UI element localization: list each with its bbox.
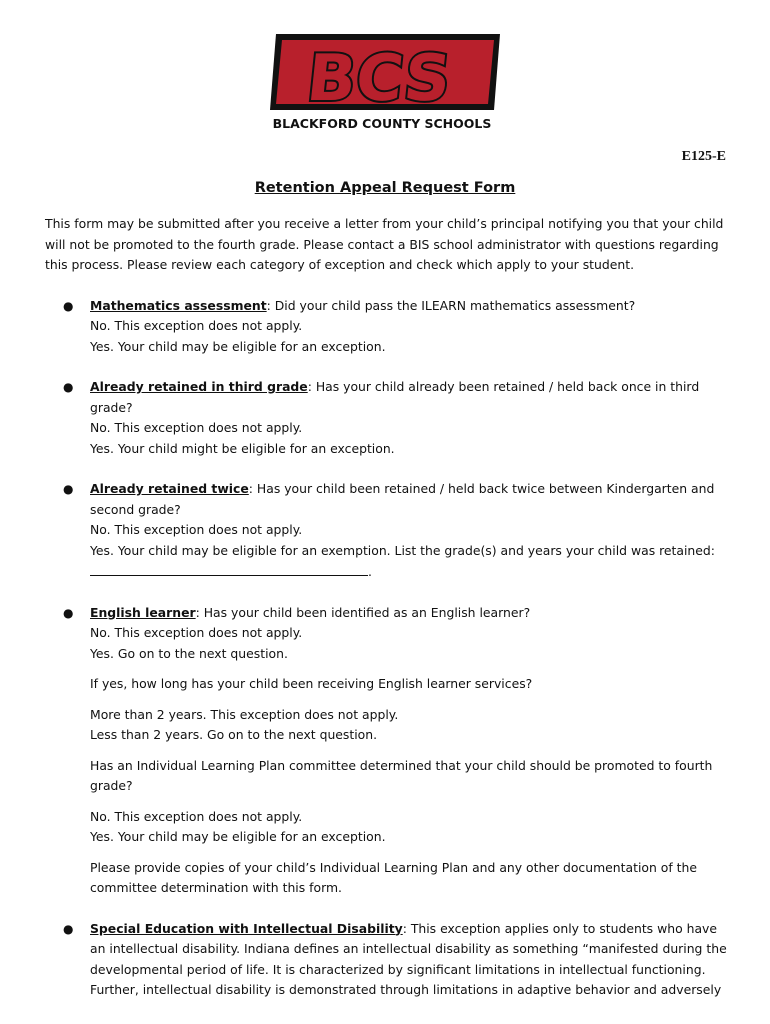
item-label: Already retained twice bbox=[90, 481, 249, 496]
ilp-documentation-note: Please provide copies of your child’s Individual Learning Plan and any other documentation of the committee determination with this form. bbox=[90, 859, 697, 895]
logo-text: BCS bbox=[303, 41, 455, 116]
bullet-icon: ● bbox=[63, 921, 74, 936]
option-yes[interactable]: Yes. Go on to the next question. bbox=[90, 645, 288, 661]
logo-subtitle: BLACKFORD COUNTY SCHOOLS bbox=[272, 116, 492, 131]
option-no[interactable]: No. This exception does not apply. bbox=[90, 808, 303, 824]
bullet-icon: ● bbox=[63, 298, 74, 313]
bullet-icon: ● bbox=[63, 605, 74, 620]
item-question: : Has your child been retained / held back twice between Kindergarten and second grade? bbox=[90, 481, 715, 517]
option-no[interactable]: No. This exception does not apply. bbox=[90, 318, 303, 333]
option-more-than-2-years[interactable]: More than 2 years. This exception does not apply. bbox=[90, 706, 399, 722]
item-question: : Has your child been identified as an English learner? bbox=[195, 604, 531, 620]
el-duration-question: If yes, how long has your child been receiving English learner services? bbox=[90, 676, 533, 691]
option-yes[interactable]: Yes. Your child may be eligible for an exception. bbox=[90, 338, 386, 354]
option-less-than-2-years[interactable]: Less than 2 years. Go on to the next question. bbox=[90, 727, 378, 742]
item-question: : This exception applies only to students who have an intellectual disability. Indiana defines an intellectual disability as something “manifested during the developmental period of life. It is characterized by significant limitations in intellectual functioning. Further, intellectual disability is demonstrated through limitations in adaptive behavior and adversely bbox=[90, 920, 727, 997]
bullet-icon: ● bbox=[63, 380, 74, 394]
option-yes[interactable]: Yes. Your child might be eligible for an exception. bbox=[90, 440, 395, 456]
exception-special-education bbox=[45, 919, 735, 1001]
exception-retained-third-grade bbox=[45, 377, 735, 459]
form-code: E125-E bbox=[681, 149, 726, 164]
grades-years-blank-field[interactable] bbox=[90, 561, 368, 576]
item-label: English learner bbox=[90, 604, 196, 620]
option-yes[interactable]: Yes. Your child may be eligible for an exception. bbox=[90, 829, 386, 844]
bcs-logo bbox=[262, 30, 502, 134]
item-question: : Has your child already been retained / held back once in third grade? bbox=[90, 379, 700, 415]
option-no[interactable]: No. This exception does not apply. bbox=[90, 420, 303, 435]
exception-retained-twice bbox=[45, 479, 735, 583]
ilp-committee-question: Has an Individual Learning Plan committee determined that your child should be promoted to fourth grade? bbox=[90, 757, 713, 793]
item-label: Mathematics assessment bbox=[90, 297, 267, 313]
form-body bbox=[45, 214, 735, 1001]
item-label: Already retained in third grade bbox=[90, 379, 308, 394]
option-no[interactable]: No. This exception does not apply. bbox=[90, 625, 303, 640]
blank-suffix: . bbox=[368, 564, 372, 579]
bullet-icon: ● bbox=[63, 482, 74, 496]
item-question: : Did your child pass the ILEARN mathematics assessment? bbox=[266, 297, 636, 313]
option-no[interactable]: No. This exception does not apply. bbox=[90, 522, 303, 537]
option-yes[interactable]: Yes. Your child may be eligible for an exemption. List the grade(s) and years your child was retained: bbox=[90, 542, 715, 558]
exception-mathematics bbox=[45, 296, 735, 358]
intro-paragraph: This form may be submitted after you receive a letter from your child’s principal notifying you that your child will not be promoted to the fourth grade. Please contact a BIS school administrator with questions regarding this process. Please review each category of exception and check which apply to your student. bbox=[45, 216, 724, 272]
page-title: Retention Appeal Request Form bbox=[254, 180, 516, 196]
item-label: Special Education with Intellectual Disability bbox=[90, 920, 403, 936]
exception-english-learner bbox=[45, 603, 735, 899]
